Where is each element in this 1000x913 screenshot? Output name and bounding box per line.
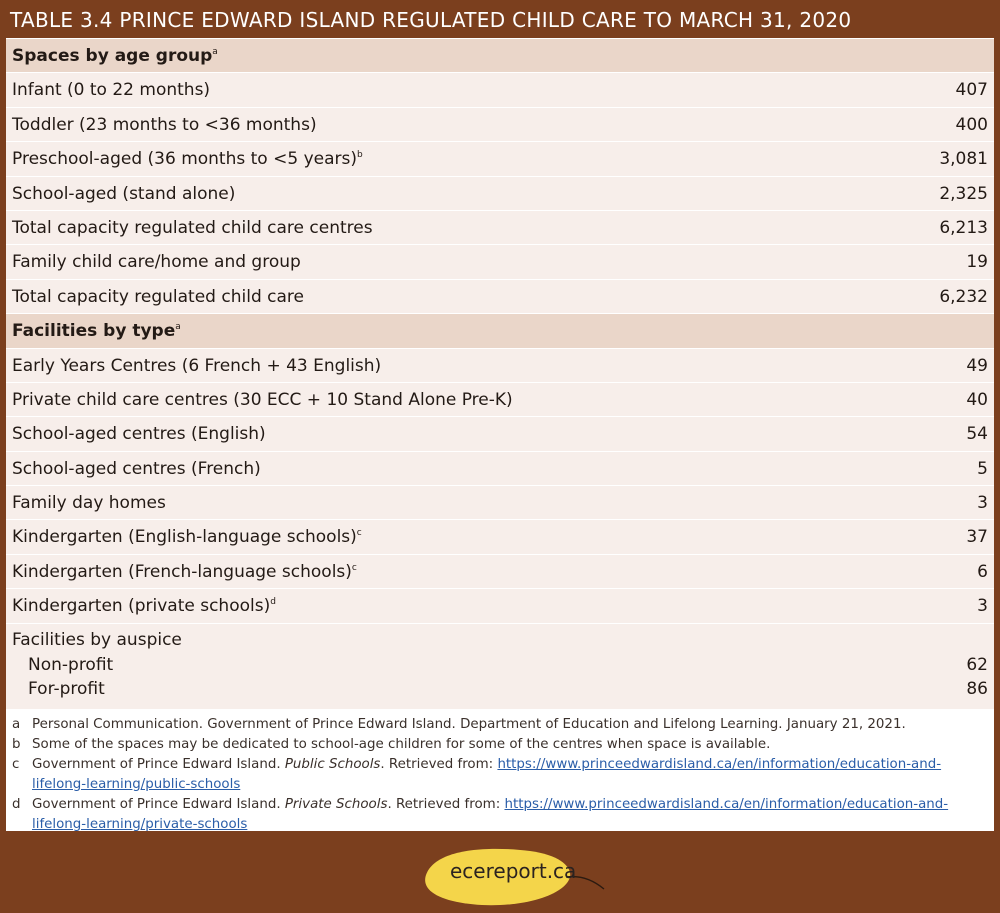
row-label: School-aged (stand alone) — [12, 183, 236, 204]
section-header-spaces — [6, 38, 994, 72]
row-value: 407 — [955, 80, 988, 101]
footnote-marker: a — [175, 322, 181, 333]
row-label: Toddler (23 months to <36 months) — [12, 114, 317, 135]
footnote-marker: c — [351, 562, 357, 573]
table-row — [6, 141, 994, 175]
table-row — [6, 485, 994, 519]
footnote-key: b — [12, 736, 21, 752]
private-schools-link[interactable]: https://www.princeedwardisland.ca/en/information/education-and-lifelong-learning/private-schools — [32, 796, 949, 832]
row-value: 49 — [966, 355, 988, 376]
footnote-marker: d — [270, 597, 276, 608]
public-schools-link[interactable]: https://www.princeedwardisland.ca/en/information/education-and-lifelong-learning/public-schools — [32, 756, 942, 792]
row-value: 6 — [977, 561, 988, 582]
facilities-rows — [6, 348, 994, 623]
auspice-header: Facilities by auspice — [12, 629, 182, 650]
row-label: Kindergarten (English-language schools) — [12, 527, 357, 548]
footnote-text: Some of the spaces may be dedicated to school-age children for some of the centres when space is available. — [32, 736, 771, 752]
forprofit-label: For-profit — [28, 678, 105, 699]
row-value: 5 — [977, 458, 988, 479]
table-row — [6, 107, 994, 141]
footnote-text: . Retrieved from: — [380, 756, 498, 772]
footnote-text: Personal Communication. Government of Prince Edward Island. Department of Education and Lifelong Learning. January 21, 2021. — [32, 716, 906, 732]
row-value: 6,232 — [939, 286, 988, 307]
row-label: Kindergarten (private schools) — [12, 596, 271, 617]
row-label: Total capacity regulated child care — [12, 286, 304, 307]
footnote-title: Public Schools — [284, 756, 381, 772]
footnote-text: Government of Prince Edward Island. — [32, 756, 285, 772]
table-row — [6, 244, 994, 278]
table-row — [6, 210, 994, 244]
footnote-d — [12, 795, 988, 835]
footnote-marker: b — [356, 150, 363, 161]
row-label: Preschool-aged (36 months to <5 years) — [12, 149, 357, 170]
footnote-key: c — [12, 756, 20, 772]
row-value: 3,081 — [939, 149, 988, 170]
row-label: School-aged centres (French) — [12, 458, 261, 479]
footnote-b — [12, 735, 988, 755]
row-label: Infant (0 to 22 months) — [12, 80, 211, 101]
table-row — [6, 348, 994, 382]
spaces-rows — [6, 72, 994, 313]
ecereport-logo[interactable] — [420, 845, 610, 909]
row-label: Family child care/home and group — [12, 252, 301, 273]
section-header-label: Facilities by type — [12, 321, 176, 342]
table-title: TABLE 3.4 PRINCE EDWARD ISLAND REGULATED CHILD CARE TO MARCH 31, 2020 — [10, 8, 852, 32]
table-row — [6, 554, 994, 588]
row-value: 54 — [966, 424, 988, 445]
table-row — [6, 451, 994, 485]
table-row — [6, 279, 994, 313]
auspice-block — [6, 623, 994, 709]
footnote-a — [12, 715, 988, 735]
row-value: 37 — [966, 527, 988, 548]
footnote-text: . Retrieved from: — [387, 796, 505, 812]
section-header-facilities — [6, 313, 994, 347]
row-label: Total capacity regulated child care centres — [12, 217, 373, 238]
table-row — [6, 72, 994, 106]
nonprofit-label: Non-profit — [28, 654, 114, 675]
row-label: Early Years Centres (6 French + 43 English) — [12, 355, 382, 376]
row-value: 2,325 — [939, 183, 988, 204]
row-value: 19 — [966, 252, 988, 273]
table-row — [6, 382, 994, 416]
section-header-label: Spaces by age group — [12, 46, 213, 66]
table-row — [6, 176, 994, 210]
footnote-text: Government of Prince Edward Island. — [32, 796, 285, 812]
row-label: Private child care centres (30 ECC + 10 Stand Alone Pre-K) — [12, 389, 513, 410]
row-value: 40 — [966, 389, 988, 410]
table-row — [6, 588, 994, 622]
table-row — [6, 519, 994, 553]
row-label: Kindergarten (French-language schools) — [12, 561, 352, 582]
footnotes — [6, 709, 994, 831]
row-label: School-aged centres (English) — [12, 424, 266, 445]
table-row — [6, 416, 994, 450]
footnote-marker: a — [212, 47, 218, 57]
row-value: 3 — [977, 596, 988, 617]
footnote-title: Private Schools — [284, 796, 388, 812]
row-value: 400 — [955, 114, 988, 135]
logo-text: ecereport.ca — [450, 859, 577, 883]
nonprofit-value: 62 — [966, 654, 988, 675]
footnote-c — [12, 755, 988, 795]
row-value: 3 — [977, 493, 988, 514]
row-label: Family day homes — [12, 493, 166, 514]
footnote-key: a — [12, 716, 21, 732]
footnote-key: d — [12, 796, 21, 812]
footnote-marker: c — [356, 528, 362, 539]
forprofit-value: 86 — [966, 678, 988, 699]
data-table — [6, 38, 994, 831]
row-value: 6,213 — [939, 217, 988, 238]
